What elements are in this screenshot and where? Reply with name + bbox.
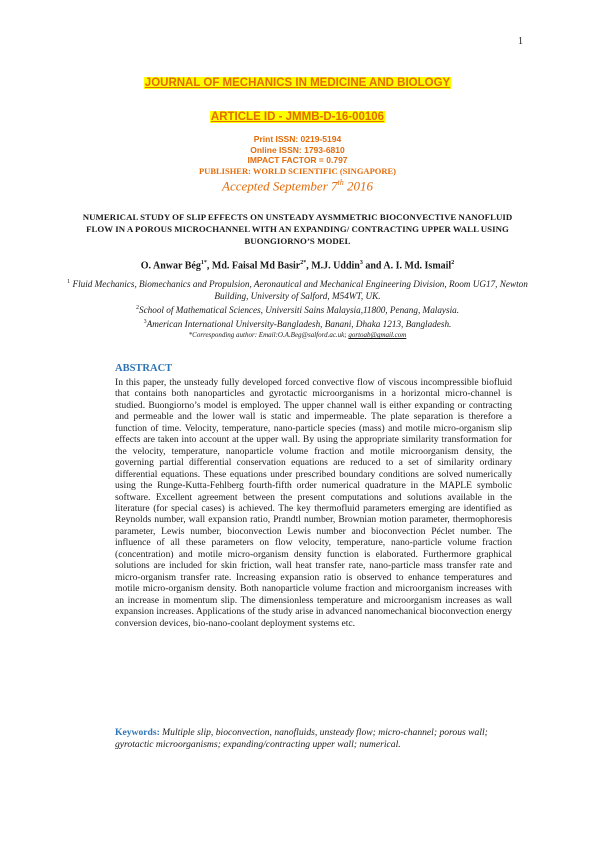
publication-info [0, 134, 595, 176]
keywords [115, 727, 515, 751]
author-list [0, 260, 595, 271]
affiliation-sup: 3 [143, 319, 147, 325]
affiliation-3 [60, 316, 535, 330]
author-name: O. Anwar Bég [140, 260, 201, 272]
print-issn: Print ISSN: 0219-5194 [253, 134, 342, 144]
article-id [0, 107, 595, 125]
affiliation-1 [60, 276, 535, 302]
affiliation-2 [60, 302, 535, 316]
abstract-heading: ABSTRACT [115, 363, 173, 374]
author-name: Md. Faisal Md Basir [211, 260, 301, 272]
keywords-label: Keywords: [115, 727, 160, 738]
accepted-sup: th [337, 178, 344, 187]
article-id-text: ARTICLE ID - JMMB-D-16-00106 [210, 111, 385, 123]
corresponding-author [0, 331, 595, 339]
accepted-date [0, 178, 595, 194]
abstract-text: In this paper, the unsteady fully developed forced convective flow of viscous incompressible biofluid that contains both nanoparticles and gyrotactic microorganisms in a horizontal micro-channel is studied. Buongiorno’s model is employed. The upper channel wall is either expanding or contracting and permeable and the lower wall is static and impermeable. The plate separation is therefore a function of time. Velocity, temperature, nano-particle species (mass) and motile micro-organism slip effects are taken into account at the upper wall. By using the appropriate similarity transformation for the velocity, temperature, nanoparticle volume fraction and motile microorganism density, the governing partial differential conservation equations are reduced to a set of similarity ordinary differential equations. These equations under prescribed boundary conditions are solved numerically using the Runge-Kutta-Fehlberg fourth-fifth order numerical quadrature in the MAPLE symbolic software. Excellent agreement between the present computations and solutions available in the literature (for special cases) is achieved. The key thermofluid parameters emerging are identified as Reynolds number, wall expansion ratio, Prandtl number, Brownian motion parameter, thermophoresis parameter, Lewis number, bioconvection Lewis number and bioconvection Péclet number. The influence of all these parameters on flow velocity, temperature, nano-particle volume fraction (concentration) and motile micro-organism density function is elaborated. Furthermore graphical solutions are included for skin friction, wall heat transfer rate, nano-particle mass transfer rate and micro-organism transfer rate. Increasing expansion ratio is observed to enhance temperatures and motile micro-organism density. Both nanoparticle volume fraction and microorganism increases with an increase in momentum slip. The dimensionless temperature and microorganism increases as wall expansion increases. Applications of the study arise in advanced nanomechanical bioconvection energy conversion devices, bio-nano-coolant deployment systems etc. [115, 377, 512, 629]
journal-title-text: JOURNAL OF MECHANICS IN MEDICINE AND BIOLOGY [144, 77, 451, 89]
author-name: A. I. Md. Ismail [383, 260, 452, 272]
paper-title: NUMERICAL STUDY OF SLIP EFFECTS ON UNSTEADY AYSMMETRIC BIOCONVECTIVE NANOFLUID FLOW IN A POROUS MICROCHANNEL WITH AN EXPANDING/ CONTRACTING UPPER WALL USING BUONGIORNO’S MODEL [82, 212, 513, 246]
online-issn: Online ISSN: 1793-6810 [250, 144, 345, 155]
author-separator: , [306, 260, 312, 272]
author-separator: , [206, 260, 212, 272]
author-sup: 2 [451, 260, 455, 266]
author-name: M.J. Uddin [311, 260, 360, 272]
affiliation-sup: 1 [67, 279, 71, 285]
impact-factor: IMPACT FACTOR = 0.797 [247, 155, 348, 165]
affiliation-text: School of Mathematical Sciences, Universiti Sains Malaysia,11800, Penang, Malaysia. [138, 305, 460, 316]
accepted-suffix: 2016 [343, 178, 373, 194]
publisher: PUBLISHER: WORLD SCIENTIFIC (SINGAPORE) [198, 165, 397, 176]
affiliation-text: Fluid Mechanics, Biomechanics and Propulsion, Aeronautical and Mechanical Engineering Division, Room UG17, Newton Building, University of Salford, M54WT, UK. [70, 279, 528, 302]
corresponding-prefix: *Corresponding author: Email:O.A.Beg@salford.ac.uk; [188, 331, 349, 339]
author-sup: 1* [200, 260, 207, 266]
affiliation-text: American International University-Bangladesh, Banani, Dhaka 1213, Bangladesh. [146, 319, 452, 330]
author-sup: 2* [300, 260, 307, 266]
email-link[interactable]: gortoab@gmail.com [348, 331, 407, 339]
journal-title [0, 73, 595, 91]
author-sup: 3 [359, 260, 363, 266]
affiliation-sup: 2 [135, 305, 139, 311]
accepted-prefix: Accepted September 7 [222, 178, 338, 194]
keywords-text: Multiple slip, bioconvection, nanofluids, unsteady flow; micro-channel; porous wall; gyrotactic microorganisms; expanding/contracting upper wall; numerical. [115, 727, 488, 750]
author-separator: and [362, 260, 384, 272]
page-number: 1 [518, 36, 523, 47]
